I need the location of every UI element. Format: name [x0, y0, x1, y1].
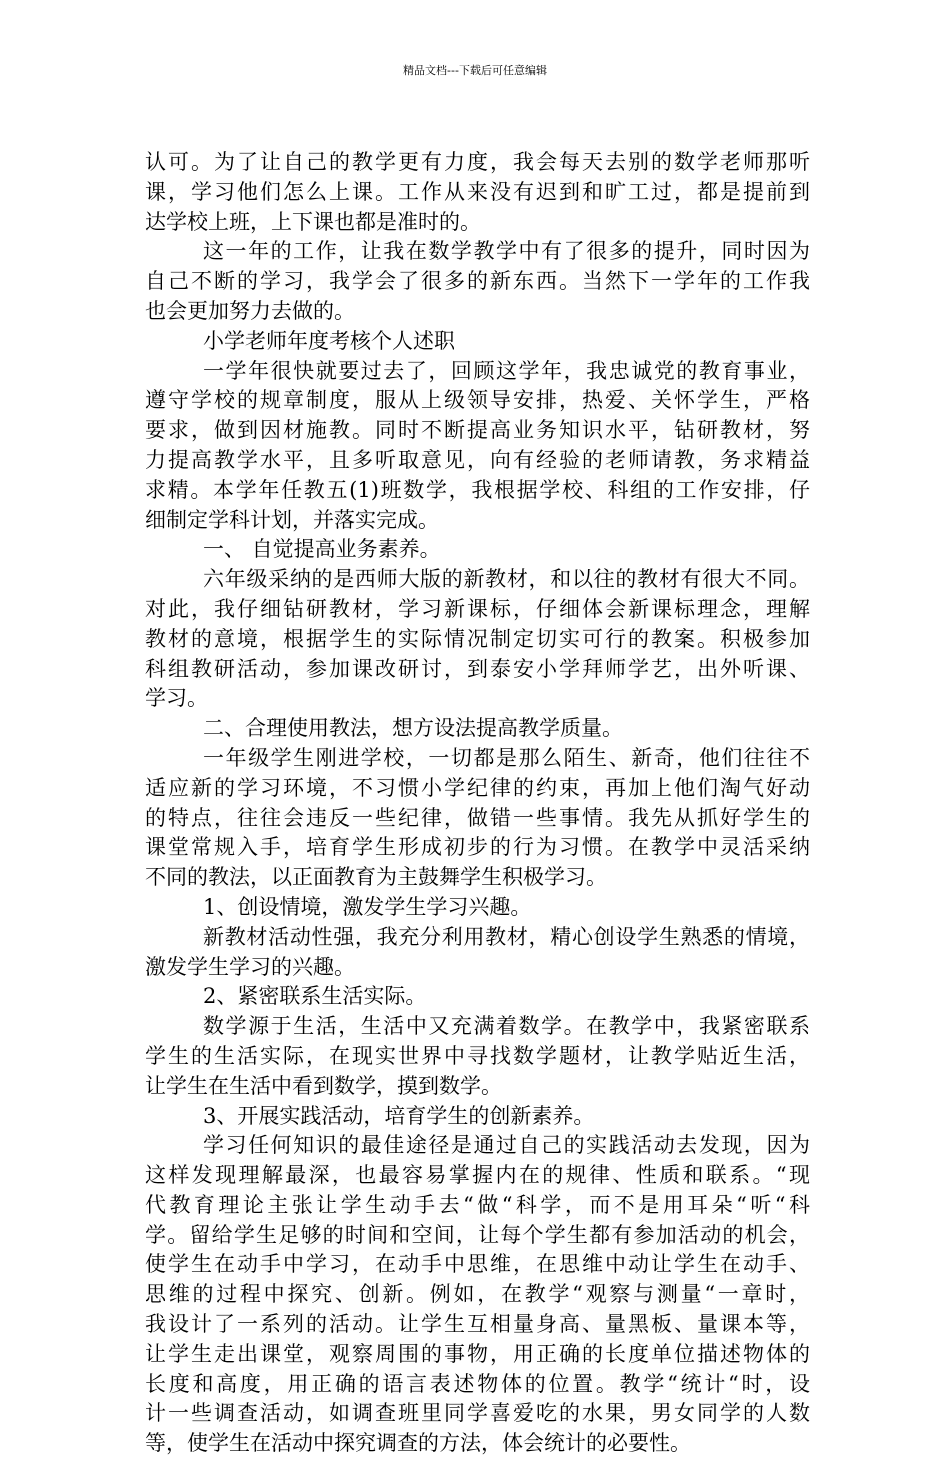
text-line: 也会更加努力去做的。: [145, 298, 355, 323]
text-line: 2、紧密联系生活实际。: [203, 984, 427, 1009]
text-line: 科组教研活动，参加课改研讨，到泰安小学拜师学艺，出外听课、: [145, 656, 810, 681]
text-line: 一学年很快就要过去了，回顾这学年，我忠诚党的教育事业，: [203, 358, 810, 383]
text-line: 细制定学科计划，并落实完成。: [145, 507, 439, 532]
document-body: [145, 148, 810, 1459]
text-line: 学。留给学生足够的时间和空间，让每个学生都有参加活动的机会，: [145, 1222, 810, 1247]
text-line: 自己不断的学习，我学会了很多的新东西。当然下一学年的工作我: [145, 269, 810, 294]
text-line: 学生的生活实际，在现实世界中寻找数学题材，让教学贴近生活，: [145, 1043, 810, 1068]
text-line: 教材的意境，根据学生的实际情况制定切实可行的教案。积极参加: [145, 626, 810, 651]
text-line: 小学老师年度考核个人述职: [203, 328, 455, 353]
text-line: 我设计了一系列的活动。让学生互相量身高、量黑板、量课本等，: [145, 1312, 810, 1337]
text-line: 学习任何知识的最佳途径是通过自己的实践活动去发现，因为: [203, 1133, 810, 1158]
text-line: 代教育理论主张让学生动手去“做“科学，而不是用耳朵“听“科: [145, 1192, 810, 1217]
text-line: 激发学生学习的兴趣。: [145, 954, 355, 979]
text-line: 认可。为了让自己的教学更有力度，我会每天去别的数学老师那听: [145, 150, 810, 174]
text-line: 二、合理使用教法，想方设法提高教学质量。: [203, 716, 623, 741]
text-line: 课堂常规入手，培育学生形成初步的行为习惯。在教学中灵活采纳: [145, 835, 810, 860]
text-line: 遵守学校的规章制度，服从上级领导安排，热爱、关怀学生，严格: [145, 388, 810, 413]
text-line: 让学生在生活中看到数学，摸到数学。: [145, 1073, 502, 1098]
text-line: 新教材活动性强，我充分利用教材，精心创设学生熟悉的情境，: [203, 924, 810, 949]
text-line: 课，学习他们怎么上课。工作从来没有迟到和旷工过，都是提前到: [145, 179, 810, 204]
text-line: 要求，做到因材施教。同时不断提高业务知识水平，钻研教材，努: [145, 418, 810, 443]
text-line: 六年级采纳的是西师大版的新教材，和以往的教材有很大不同。: [203, 567, 810, 592]
text-line: 不同的教法，以正面教育为主鼓舞学生积极学习。: [145, 865, 607, 890]
text-line: 一、 自觉提高业务素养。: [203, 537, 441, 562]
text-line: 学习。: [145, 686, 208, 711]
text-line: 1、创设情境，激发学生学习兴趣。: [203, 894, 532, 919]
text-line: 一年级学生刚进学校，一切都是那么陌生、新奇，他们往往不: [203, 745, 810, 770]
text-line: 等，使学生在活动中探究调查的方法，体会统计的必要性。: [145, 1431, 691, 1456]
text-line: 长度和高度，用正确的语言表述物体的位置。教学“统计“时，设: [145, 1371, 810, 1396]
text-line: 使学生在动手中学习，在动手中思维，在思维中动让学生在动手、: [145, 1252, 810, 1277]
text-line: 3、开展实践活动，培育学生的创新素养。: [203, 1103, 595, 1128]
page-header: 精品文档---下载后可任意编辑: [403, 64, 547, 77]
text-line: 思维的过程中探究、创新。例如，在教学“观察与测量“一章时，: [145, 1282, 810, 1307]
text-line: 这一年的工作，让我在数学教学中有了很多的提升，同时因为: [203, 239, 810, 264]
text-line: 适应新的学习环境，不习惯小学纪律的约束，再加上他们淘气好动: [145, 775, 810, 800]
text-line: 让学生走出课堂，观察周围的事物，用正确的长度单位描述物体的: [145, 1341, 810, 1366]
text-line: 求精。本学年任教五(1)班数学，我根据学校、科组的工作安排，仔: [145, 477, 810, 502]
text-line: 计一些调查活动，如调查班里同学喜爱吃的水果，男女同学的人数: [145, 1401, 810, 1426]
text-line: 力提高教学水平，且多听取意见，向有经验的老师请教，务求精益: [145, 447, 810, 472]
text-line: 数学源于生活，生活中又充满着数学。在教学中，我紧密联系: [203, 1014, 810, 1039]
text-line: 达学校上班，上下课也都是准时的。: [145, 209, 481, 234]
text-line: 这样发现理解最深，也最容易掌握内在的规律、性质和联系。“现: [145, 1163, 810, 1188]
text-line: 对此，我仔细钻研教材，学习新课标，仔细体会新课标理念，理解: [145, 596, 810, 621]
text-line: 的特点，往往会违反一些纪律，做错一些事情。我先从抓好学生的: [145, 805, 810, 830]
